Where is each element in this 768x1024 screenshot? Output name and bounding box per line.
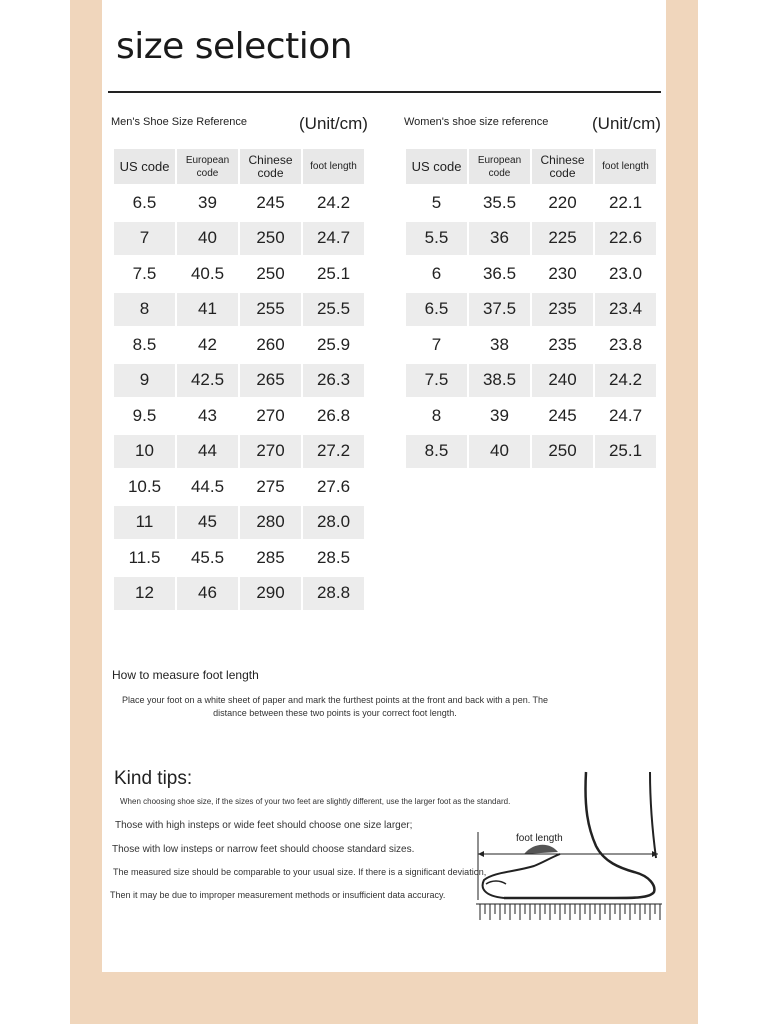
table-cell: 24.7 <box>595 399 656 433</box>
tips-title: Kind tips: <box>114 768 193 789</box>
table-cell: 9.5 <box>114 399 175 433</box>
table-cell: 46 <box>177 577 238 611</box>
table-cell: 7.5 <box>114 257 175 291</box>
header-us-code: US code <box>406 149 467 184</box>
right-border-band <box>666 0 698 1024</box>
table-row <box>406 399 656 433</box>
table-cell: 45.5 <box>177 541 238 575</box>
women-unit-label: (Unit/cm) <box>592 114 661 133</box>
table-cell: 38.5 <box>469 364 530 398</box>
table-cell: 36 <box>469 222 530 256</box>
tip-item: Those with low insteps or narrow feet should choose standard sizes. <box>112 844 415 855</box>
header-chinese-code: Chinese code <box>240 149 301 184</box>
table-cell: 7 <box>406 328 467 362</box>
women-size-table <box>404 147 658 470</box>
table-cell: 40 <box>469 435 530 469</box>
table-cell: 255 <box>240 293 301 327</box>
table-cell: 27.6 <box>303 470 364 504</box>
tip-item: Those with high insteps or wide feet should choose one size larger; <box>115 820 413 831</box>
table-cell: 26.8 <box>303 399 364 433</box>
table-cell: 39 <box>469 399 530 433</box>
table-cell: 27.2 <box>303 435 364 469</box>
table-cell: 235 <box>532 293 593 327</box>
table-row <box>406 364 656 398</box>
table-cell: 6 <box>406 257 467 291</box>
table-cell: 225 <box>532 222 593 256</box>
table-cell: 285 <box>240 541 301 575</box>
table-row <box>406 257 656 291</box>
measure-title: How to measure foot length <box>112 668 259 682</box>
table-cell: 280 <box>240 506 301 540</box>
tip-item: When choosing shoe size, if the sizes of your two feet are slightly different, use the larger foot as the standard. <box>120 797 511 806</box>
tip-item: The measured size should be comparable to your usual size. If there is a significant deviation, <box>113 867 487 877</box>
table-cell: 5.5 <box>406 222 467 256</box>
table-row <box>406 222 656 256</box>
table-row <box>114 364 364 398</box>
table-cell: 245 <box>532 399 593 433</box>
table-row <box>114 222 364 256</box>
header-us-code: US code <box>114 149 175 184</box>
table-cell: 6.5 <box>406 293 467 327</box>
table-cell: 42 <box>177 328 238 362</box>
table-row <box>406 186 656 220</box>
table-row <box>406 328 656 362</box>
table-cell: 8.5 <box>406 435 467 469</box>
table-row <box>114 399 364 433</box>
header-foot-length: foot length <box>303 149 364 184</box>
table-row <box>406 293 656 327</box>
table-cell: 11 <box>114 506 175 540</box>
table-cell: 42.5 <box>177 364 238 398</box>
table-cell: 12 <box>114 577 175 611</box>
table-cell: 40.5 <box>177 257 238 291</box>
table-cell: 8.5 <box>114 328 175 362</box>
tip-item: Then it may be due to improper measurement methods or insufficient data accuracy. <box>110 890 446 900</box>
table-row <box>114 328 364 362</box>
table-cell: 6.5 <box>114 186 175 220</box>
table-cell: 245 <box>240 186 301 220</box>
table-cell: 270 <box>240 399 301 433</box>
table-cell: 250 <box>532 435 593 469</box>
table-cell: 250 <box>240 222 301 256</box>
table-cell: 7.5 <box>406 364 467 398</box>
header-european-code: European code <box>177 149 238 184</box>
table-header-row <box>406 149 656 184</box>
table-row <box>114 293 364 327</box>
table-cell: 7 <box>114 222 175 256</box>
foot-length-label: foot length <box>516 833 563 844</box>
table-cell: 270 <box>240 435 301 469</box>
table-cell: 28.5 <box>303 541 364 575</box>
table-row <box>114 541 364 575</box>
women-table-label: Women's shoe size reference <box>404 116 549 128</box>
table-cell: 25.9 <box>303 328 364 362</box>
table-cell: 5 <box>406 186 467 220</box>
table-cell: 24.2 <box>595 364 656 398</box>
header-chinese-code: Chinese code <box>532 149 593 184</box>
table-cell: 24.2 <box>303 186 364 220</box>
table-cell: 220 <box>532 186 593 220</box>
table-cell: 40 <box>177 222 238 256</box>
title-divider <box>108 91 661 93</box>
table-row <box>114 577 364 611</box>
table-row <box>114 186 364 220</box>
left-border-band <box>70 0 102 1024</box>
table-cell: 45 <box>177 506 238 540</box>
table-cell: 25.1 <box>303 257 364 291</box>
table-cell: 23.0 <box>595 257 656 291</box>
bottom-border-band <box>70 972 698 1024</box>
table-cell: 250 <box>240 257 301 291</box>
header-foot-length: foot length <box>595 149 656 184</box>
table-cell: 265 <box>240 364 301 398</box>
table-cell: 37.5 <box>469 293 530 327</box>
table-cell: 23.4 <box>595 293 656 327</box>
table-cell: 43 <box>177 399 238 433</box>
table-cell: 235 <box>532 328 593 362</box>
table-cell: 44 <box>177 435 238 469</box>
foot-measure-icon <box>474 768 664 928</box>
table-cell: 38 <box>469 328 530 362</box>
table-cell: 26.3 <box>303 364 364 398</box>
table-cell: 23.8 <box>595 328 656 362</box>
table-row <box>114 257 364 291</box>
table-cell: 275 <box>240 470 301 504</box>
table-cell: 8 <box>406 399 467 433</box>
table-cell: 36.5 <box>469 257 530 291</box>
table-cell: 10.5 <box>114 470 175 504</box>
table-cell: 44.5 <box>177 470 238 504</box>
table-cell: 240 <box>532 364 593 398</box>
table-row <box>114 506 364 540</box>
header-european-code: European code <box>469 149 530 184</box>
table-cell: 10 <box>114 435 175 469</box>
table-cell: 9 <box>114 364 175 398</box>
table-cell: 260 <box>240 328 301 362</box>
measure-instructions: Place your foot on a white sheet of paper and mark the furthest points at the front and back with a pen. The distance between these two points is your correct foot length. <box>121 695 549 718</box>
page-title: size selection <box>116 26 353 67</box>
table-header-row <box>114 149 364 184</box>
table-cell: 35.5 <box>469 186 530 220</box>
table-cell: 22.6 <box>595 222 656 256</box>
table-cell: 28.0 <box>303 506 364 540</box>
table-cell: 22.1 <box>595 186 656 220</box>
table-cell: 41 <box>177 293 238 327</box>
table-cell: 25.1 <box>595 435 656 469</box>
table-row <box>114 470 364 504</box>
table-cell: 39 <box>177 186 238 220</box>
table-cell: 24.7 <box>303 222 364 256</box>
table-cell: 11.5 <box>114 541 175 575</box>
table-cell: 8 <box>114 293 175 327</box>
table-cell: 28.8 <box>303 577 364 611</box>
table-cell: 290 <box>240 577 301 611</box>
men-unit-label: (Unit/cm) <box>299 114 368 133</box>
men-table-label: Men's Shoe Size Reference <box>111 116 248 128</box>
table-cell: 25.5 <box>303 293 364 327</box>
men-size-table <box>112 147 366 612</box>
table-row <box>114 435 364 469</box>
table-cell: 230 <box>532 257 593 291</box>
table-row <box>406 435 656 469</box>
